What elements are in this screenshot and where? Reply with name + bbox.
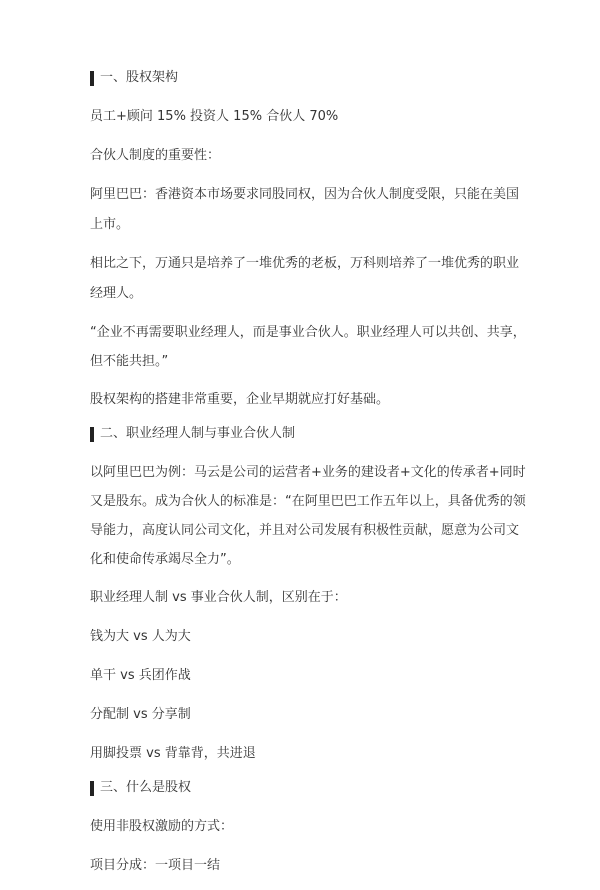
paragraph-vantone-vanke: 相比之下，万通只是培养了一堆优秀的老板，万科则培养了一堆优秀的职业经理人。: [90, 256, 520, 301]
document-page: [90, 68, 530, 890]
list-item: 用脚投票 vs 背靠背，共进退: [90, 746, 256, 761]
paragraph-early-foundation: 股权架构的搭建非常重要，企业早期就应打好基础。: [90, 392, 390, 407]
list-item: 钱为大 vs 人为大: [90, 629, 191, 644]
section-heading-manager-vs-partner: [90, 424, 530, 444]
section-heading-equity-structure: [90, 68, 530, 88]
paragraph-difference: 职业经理人制 vs 事业合伙人制，区别在于：: [90, 590, 347, 605]
paragraph-quote: “企业不再需要职业经理人，而是事业合伙人。职业经理人可以共创、共享，但不能共担。”: [90, 325, 526, 369]
section-heading-text: 二、职业经理人制与事业合伙人制: [100, 426, 296, 441]
heading-bar-icon: [90, 71, 94, 86]
paragraph-project-share: 项目分成：一项目一结: [90, 858, 221, 873]
heading-bar-icon: [90, 427, 94, 442]
paragraph-alibaba: 阿里巴巴：香港资本市场要求同股同权，因为合伙人制度受限，只能在美国上市。: [90, 187, 520, 232]
list-item: 单干 vs 兵团作战: [90, 668, 191, 683]
paragraph-alibaba-example: 以阿里巴巴为例：马云是公司的运营者+业务的建设者+文化的传承者+同时又是股东。成为合伙人的标准是：“在阿里巴巴工作五年以上，具备优秀的领导能力，高度认同公司文化，并且对公司发展有积极性贡献，愿意为公司文化和使命传承竭尽全力”。: [90, 465, 526, 567]
list-item: 分配制 vs 分享制: [90, 707, 191, 722]
section-heading-text: 三、什么是股权: [100, 780, 192, 795]
heading-bar-icon: [90, 781, 94, 796]
paragraph-non-equity-incentive: 使用非股权激励的方式：: [90, 819, 234, 834]
paragraph-partner-importance: 合伙人制度的重要性：: [90, 148, 221, 163]
paragraph-equity-split: 员工+顾问 15% 投资人 15% 合伙人 70%: [90, 109, 339, 124]
section-heading-text: 一、股权架构: [100, 70, 179, 85]
section-heading-what-is-equity: [90, 778, 530, 798]
